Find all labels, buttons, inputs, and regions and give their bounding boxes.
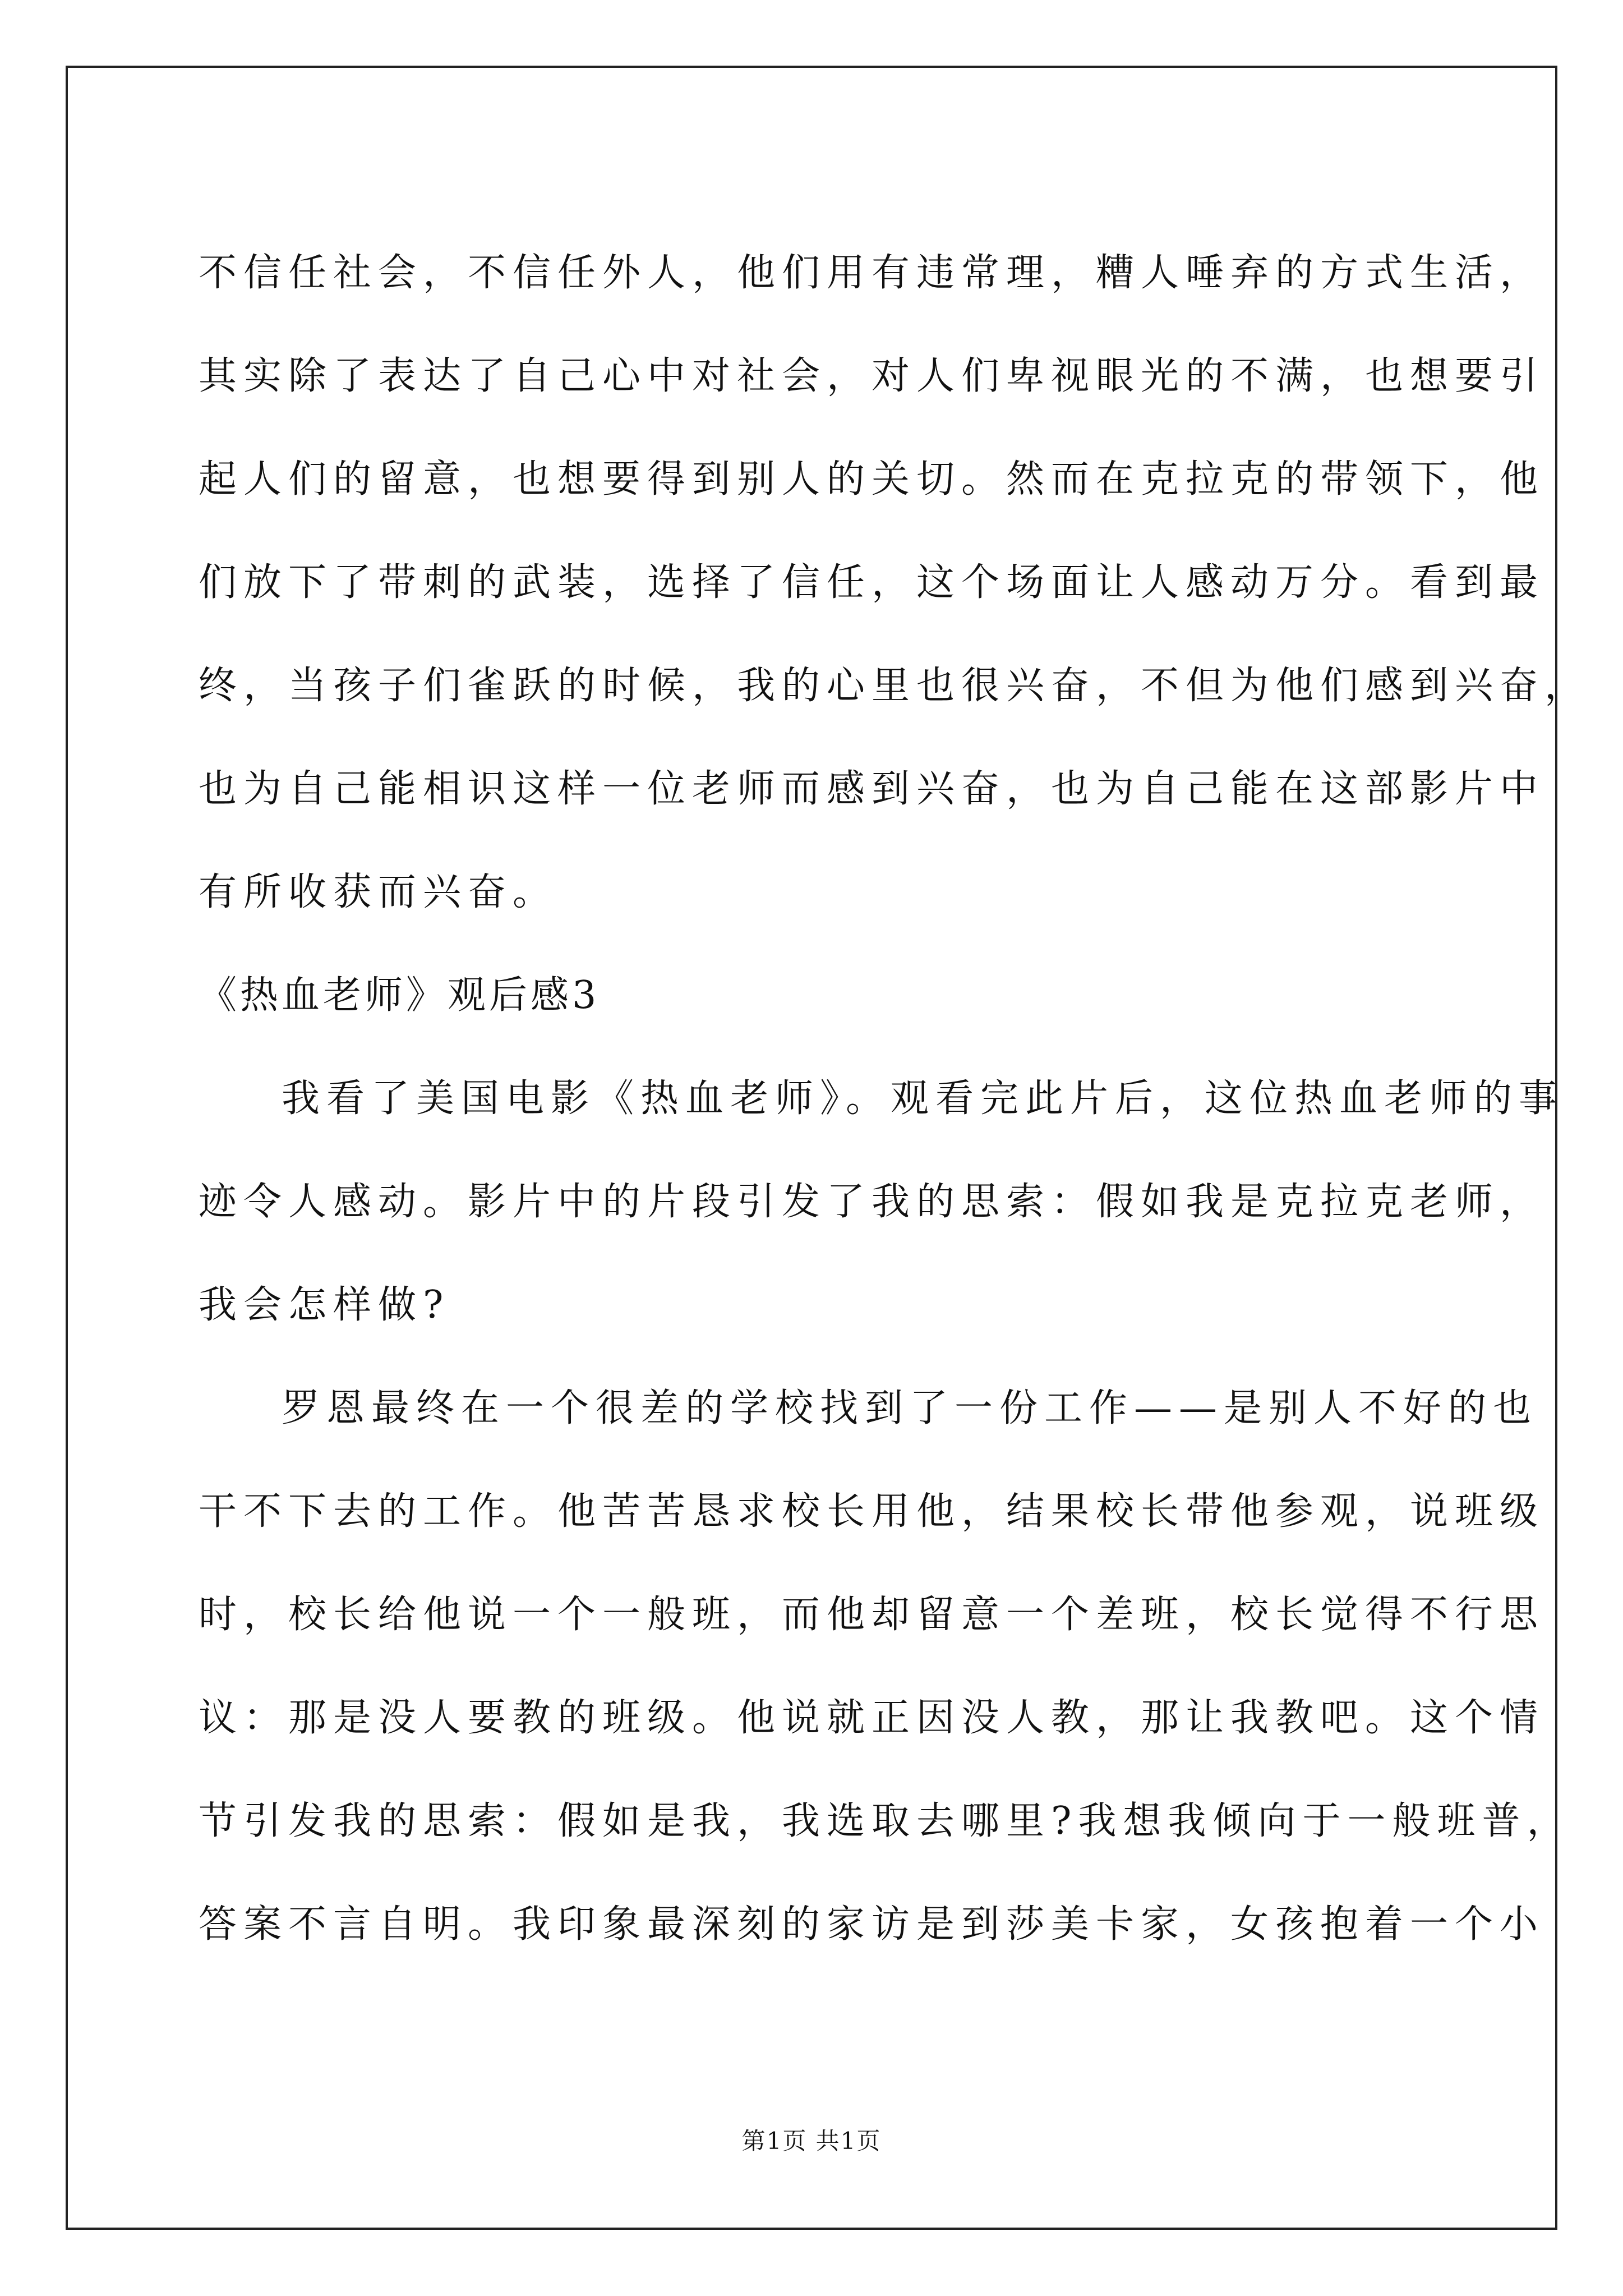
text-line: 不信任社会，不信任外人，他们用有违常理，糟人唾弃的方式生活，: [199, 251, 1545, 295]
section-heading: 《热血老师》观后感3: [199, 973, 600, 1018]
text-line: 干不下去的工作。他苦苦恳求校长用他，结果校长带他参观，说班级: [199, 1489, 1545, 1534]
text-line: 也为自己能相识这样一位老师而感到兴奋，也为自己能在这部影片中: [199, 767, 1545, 811]
text-line: 议：那是没人要教的班级。他说就正因没人教，那让我教吧。这个情: [199, 1696, 1545, 1740]
page-footer: 第1页 共1页: [741, 2127, 882, 2155]
document-body: [199, 222, 1590, 1976]
text-line: 其实除了表达了自己心中对社会，对人们卑视眼光的不满，也想要引: [199, 354, 1545, 398]
text-line: 节引发我的思索：假如是我，我选取去哪里?我想我倾向于一般班普，: [199, 1799, 1572, 1843]
text-line: 起人们的留意，也想要得到别人的关切。然而在克拉克的带领下，他: [199, 457, 1545, 501]
text-line: 有所收获而兴奋。: [199, 870, 558, 914]
text-line: 终，当孩子们雀跃的时候，我的心里也很兴奋，不但为他们感到兴奋，: [199, 664, 1590, 708]
text-line: 时，校长给他说一个一般班，而他却留意一个差班，校长觉得不行思: [199, 1593, 1545, 1637]
text-line: 我看了美国电影《热血老师》。观看完此片后，这位热血老师的事: [282, 1076, 1564, 1121]
text-line: 们放下了带刺的武装，选择了信任，这个场面让人感动万分。看到最: [199, 560, 1545, 605]
text-line: 迹令人感动。影片中的片段引发了我的思索：假如我是克拉克老师，: [199, 1180, 1545, 1224]
text-line: 罗恩最终在一个很差的学校找到了一份工作——是别人不好的也: [282, 1386, 1538, 1430]
text-line: 我会怎样做?: [199, 1283, 450, 1327]
text-line: 答案不言自明。我印象最深刻的家访是到莎美卡家，女孩抱着一个小: [199, 1902, 1545, 1947]
